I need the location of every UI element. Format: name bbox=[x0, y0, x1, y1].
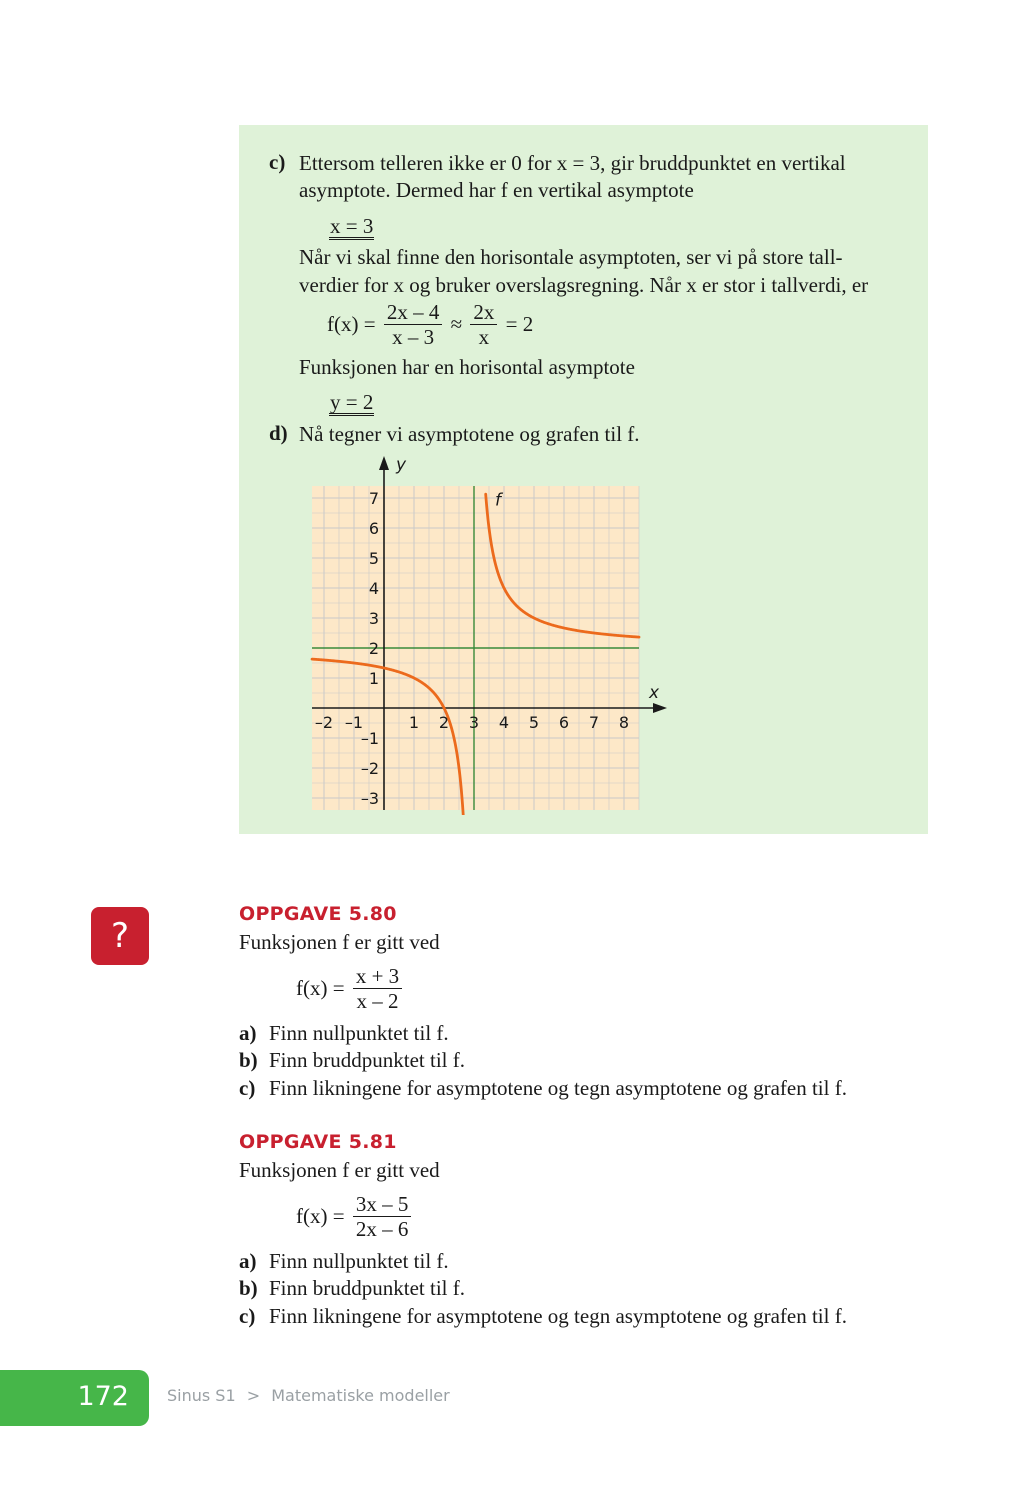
task-5-80-title: OPPGAVE 5.80 bbox=[239, 903, 397, 925]
x-tick-label: 7 bbox=[588, 713, 600, 732]
y-tick-label: –2 bbox=[360, 759, 379, 778]
x-axis-label: x bbox=[649, 683, 660, 703]
item-label: c) bbox=[239, 1304, 256, 1328]
task-5-80-formula bbox=[296, 964, 405, 1013]
question-mark-icon: ? bbox=[91, 907, 149, 965]
item-text: Finn likningene for asymptotene og tegn asymptotene og grafen til f. bbox=[269, 1076, 847, 1100]
breadcrumb-book: Sinus S1 bbox=[167, 1386, 236, 1405]
part-c-line1: Ettersom telleren ikke er 0 for x = 3, gir bruddpunktet en vertikal bbox=[299, 151, 846, 175]
item-label: b) bbox=[239, 1048, 258, 1072]
task-5-81-intro: Funksjonen f er gitt ved bbox=[239, 1158, 440, 1182]
approx-sign: ≈ bbox=[450, 312, 463, 336]
x-tick-label: 8 bbox=[618, 713, 630, 732]
task-5-80-item-c bbox=[239, 1075, 847, 1101]
fraction-numerator: 3x – 5 bbox=[353, 1192, 412, 1217]
formula-lhs: f(x) = bbox=[296, 1204, 345, 1228]
y-axis-arrow-icon bbox=[379, 456, 389, 470]
fraction-denominator: x – 2 bbox=[356, 989, 399, 1013]
task-5-80-item-a bbox=[239, 1020, 449, 1046]
part-c-line5: Funksjonen har en horisontal asymptote bbox=[299, 355, 635, 379]
item-label: b) bbox=[239, 1276, 258, 1300]
x-tick-label: –2 bbox=[314, 713, 334, 732]
fraction bbox=[353, 1192, 412, 1241]
task-5-81-item-a bbox=[239, 1248, 449, 1274]
x-tick-label: –1 bbox=[344, 713, 364, 732]
item-text: Finn likningene for asymptotene og tegn asymptotene og grafen til f. bbox=[269, 1304, 847, 1328]
y-tick-label: 1 bbox=[368, 669, 379, 688]
x-tick-label: 5 bbox=[528, 713, 540, 732]
x-axis-arrow-icon bbox=[653, 703, 667, 713]
item-text: Finn bruddpunktet til f. bbox=[269, 1048, 465, 1072]
item-text: Finn nullpunktet til f. bbox=[269, 1021, 449, 1045]
formula-lhs: f(x) = bbox=[296, 976, 345, 1000]
y-tick-label: 6 bbox=[368, 519, 379, 538]
breadcrumb-separator: > bbox=[246, 1386, 261, 1405]
item-text: Finn nullpunktet til f. bbox=[269, 1249, 449, 1273]
part-d-label: d) bbox=[269, 421, 288, 445]
part-c-line3: Når vi skal finne den horisontale asymptoten, ser vi på store tall- bbox=[299, 245, 843, 269]
task-5-81-formula bbox=[296, 1192, 414, 1241]
vertical-asymptote-equation: x = 3 bbox=[330, 214, 374, 238]
horizontal-limit-formula bbox=[327, 300, 533, 349]
y-tick-label: –1 bbox=[360, 729, 379, 748]
curve-label: f bbox=[495, 490, 501, 511]
fraction-main bbox=[384, 300, 443, 349]
task-5-81-item-c bbox=[239, 1303, 847, 1329]
fraction-approx bbox=[470, 300, 497, 349]
y-tick-label: –3 bbox=[360, 789, 379, 808]
y-tick-label: 3 bbox=[368, 609, 379, 628]
y-tick-label: 7 bbox=[368, 489, 379, 508]
fraction-main-numerator: 2x – 4 bbox=[384, 300, 443, 325]
task-5-81-title: OPPGAVE 5.81 bbox=[239, 1131, 397, 1153]
part-c-line4: verdier for x og bruker overslagsregning. Når x er stor i tallverdi, er bbox=[299, 273, 869, 297]
fraction-numerator: x + 3 bbox=[353, 964, 402, 989]
fraction-approx-numerator: 2x bbox=[470, 300, 497, 325]
part-c-line2: asymptote. Dermed har f en vertikal asymptote bbox=[299, 178, 694, 202]
fraction bbox=[353, 964, 402, 1013]
formula-rhs: = 2 bbox=[505, 312, 534, 336]
horizontal-asymptote-equation: y = 2 bbox=[330, 390, 374, 414]
y-axis-label: y bbox=[396, 455, 407, 475]
task-5-80-item-b bbox=[239, 1047, 465, 1073]
breadcrumb bbox=[167, 1386, 450, 1405]
item-label: c) bbox=[239, 1076, 256, 1100]
item-text: Finn bruddpunktet til f. bbox=[269, 1276, 465, 1300]
part-c-label: c) bbox=[269, 150, 286, 174]
task-5-81-item-b bbox=[239, 1275, 465, 1301]
horizontal-asymptote-result bbox=[329, 389, 374, 416]
task-5-80-intro: Funksjonen f er gitt ved bbox=[239, 930, 440, 954]
x-tick-label: 6 bbox=[558, 713, 570, 732]
y-tick-label: 5 bbox=[368, 549, 379, 568]
vertical-asymptote-result bbox=[329, 213, 374, 240]
x-tick-label: 2 bbox=[438, 713, 450, 732]
page-number: 172 bbox=[77, 1381, 129, 1412]
x-tick-label: 1 bbox=[408, 713, 420, 732]
breadcrumb-chapter: Matematiske modeller bbox=[271, 1386, 450, 1405]
fraction-main-denominator: x – 3 bbox=[392, 325, 435, 349]
y-tick-label: 4 bbox=[368, 579, 379, 598]
x-tick-label: 4 bbox=[498, 713, 510, 732]
x-tick-label: 3 bbox=[468, 713, 480, 732]
item-label: a) bbox=[239, 1249, 257, 1273]
part-d-text: Nå tegner vi asymptotene og grafen til f. bbox=[299, 422, 640, 446]
y-tick-label: 2 bbox=[368, 639, 379, 658]
function-graph bbox=[301, 455, 671, 815]
fraction-denominator: 2x – 6 bbox=[355, 1217, 409, 1241]
example-box bbox=[239, 125, 928, 834]
item-label: a) bbox=[239, 1021, 257, 1045]
formula-lhs: f(x) = bbox=[327, 312, 376, 336]
fraction-approx-denominator: x bbox=[478, 325, 490, 349]
